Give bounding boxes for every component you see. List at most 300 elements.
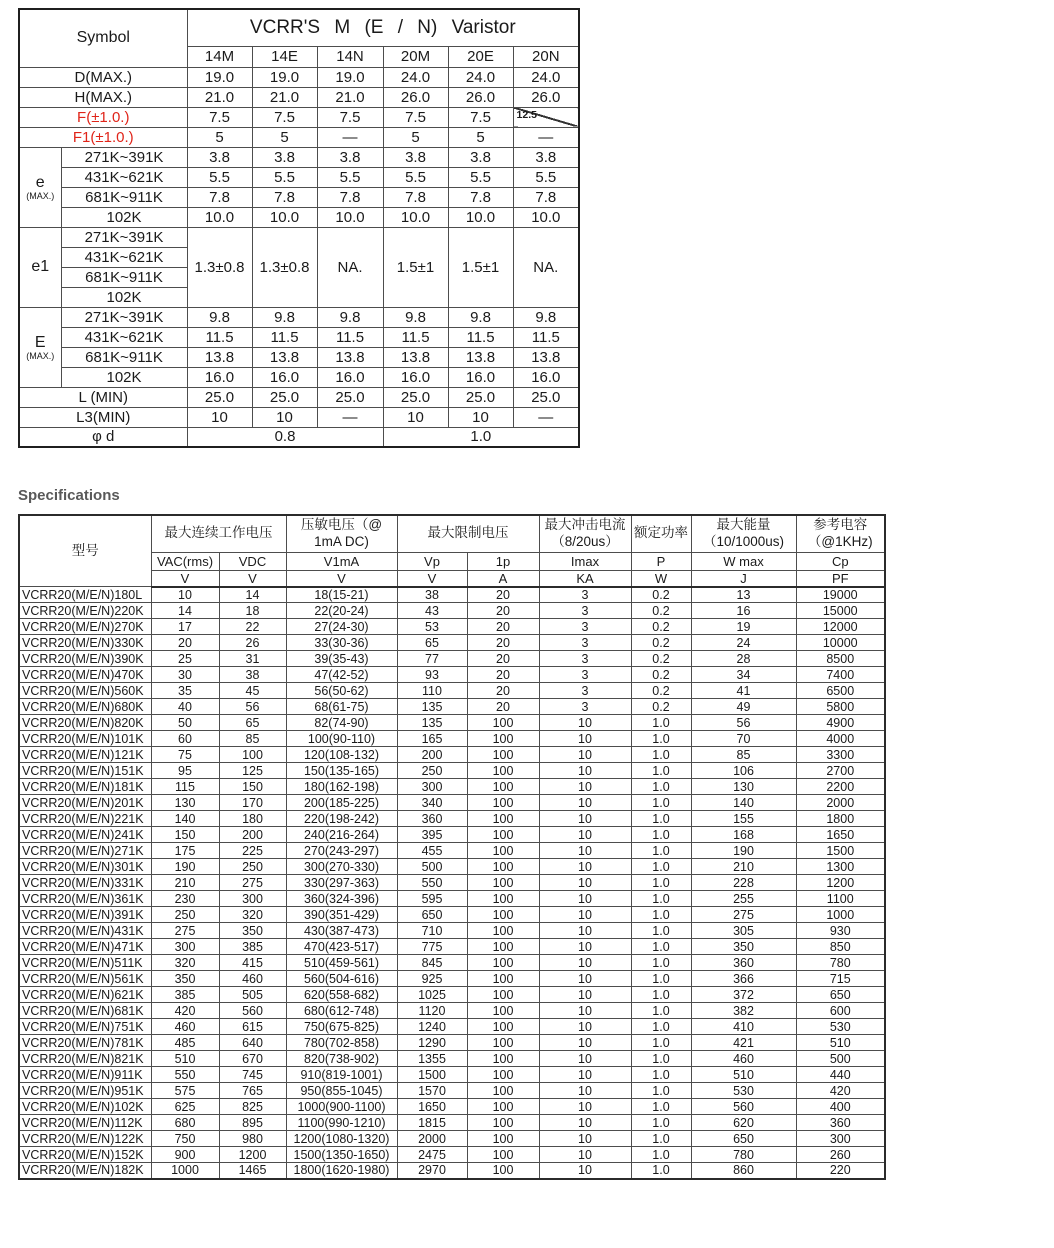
value-cell: 1.0 xyxy=(631,1147,691,1163)
dimensions-table xyxy=(18,8,580,448)
value-cell: 53 xyxy=(397,619,467,635)
value-cell: 5.5 xyxy=(317,167,383,187)
value-cell: 10 xyxy=(539,779,631,795)
sub-label: 102K xyxy=(61,207,187,227)
value-cell: 106 xyxy=(691,763,796,779)
spec-table-row xyxy=(19,715,885,731)
model-cell: VCRR20(M/E/N)681K xyxy=(19,1003,151,1019)
value-cell: 33(30-36) xyxy=(286,635,397,651)
value-cell: 140 xyxy=(691,795,796,811)
value-cell: 100 xyxy=(467,1099,539,1115)
value-cell: 13 xyxy=(691,587,796,603)
model-cell: VCRR20(M/E/N)561K xyxy=(19,971,151,987)
value-cell: 10000 xyxy=(796,635,885,651)
dim-table-row xyxy=(19,127,579,147)
value-cell: 10 xyxy=(539,715,631,731)
value-cell: 18(15-21) xyxy=(286,587,397,603)
value-cell: 22 xyxy=(219,619,286,635)
value-cell: 3 xyxy=(539,699,631,715)
value-cell: 180(162-198) xyxy=(286,779,397,795)
value-cell: 650 xyxy=(691,1131,796,1147)
value-cell: 100 xyxy=(467,763,539,779)
specifications-table-header xyxy=(19,515,885,587)
value-cell: 400 xyxy=(796,1099,885,1115)
value-cell: 15000 xyxy=(796,603,885,619)
value-cell: 7.5 xyxy=(187,107,252,127)
value-cell: 26.0 xyxy=(383,87,448,107)
value-cell: 14N xyxy=(317,46,383,67)
value-cell: 120(108-132) xyxy=(286,747,397,763)
value-cell: 130 xyxy=(151,795,219,811)
value-cell: 7400 xyxy=(796,667,885,683)
value-cell: NA. xyxy=(317,227,383,307)
value-cell: 26.0 xyxy=(448,87,513,107)
value-cell: 275 xyxy=(151,923,219,939)
value-cell: 460 xyxy=(151,1019,219,1035)
value-cell: 50 xyxy=(151,715,219,731)
value-cell: NA. xyxy=(513,227,579,307)
value-cell: 2000 xyxy=(397,1131,467,1147)
model-cell: VCRR20(M/E/N)182K xyxy=(19,1163,151,1179)
value-cell: 680(612-748) xyxy=(286,1003,397,1019)
value-cell: 100 xyxy=(467,939,539,955)
value-cell: 850 xyxy=(796,939,885,955)
spec-table-row xyxy=(19,875,885,891)
group-label: e1 xyxy=(19,227,61,307)
specifications-table-body xyxy=(19,587,885,1179)
value-cell: 11.5 xyxy=(383,327,448,347)
spec-table-row xyxy=(19,859,885,875)
value-cell: 27(24-30) xyxy=(286,619,397,635)
value-cell: 200 xyxy=(397,747,467,763)
model-cell: VCRR20(M/E/N)102K xyxy=(19,1099,151,1115)
value-cell: 16 xyxy=(691,603,796,619)
value-cell: 200(185-225) xyxy=(286,795,397,811)
value-cell: 460 xyxy=(219,971,286,987)
value-cell: 7.8 xyxy=(252,187,317,207)
value-cell: 100 xyxy=(467,795,539,811)
value-cell: 100 xyxy=(467,747,539,763)
value-cell: 3 xyxy=(539,603,631,619)
value-cell: 225 xyxy=(219,843,286,859)
value-cell: 0.2 xyxy=(631,619,691,635)
value-cell: 220(198-242) xyxy=(286,811,397,827)
value-cell: 275 xyxy=(691,907,796,923)
value-cell: 750(675-825) xyxy=(286,1019,397,1035)
value-cell: 925 xyxy=(397,971,467,987)
value-cell: 100 xyxy=(467,1067,539,1083)
value-cell: 560 xyxy=(219,1003,286,1019)
model-cell: VCRR20(M/E/N)621K xyxy=(19,987,151,1003)
value-cell: 715 xyxy=(796,971,885,987)
model-cell: VCRR20(M/E/N)470K xyxy=(19,667,151,683)
value-cell: 140 xyxy=(151,811,219,827)
model-cell: VCRR20(M/E/N)471K xyxy=(19,939,151,955)
spec-table-row xyxy=(19,923,885,939)
value-cell: 28 xyxy=(691,651,796,667)
value-cell: 100 xyxy=(467,859,539,875)
value-cell: 7.8 xyxy=(513,187,579,207)
value-cell: 3300 xyxy=(796,747,885,763)
value-cell: 1.0 xyxy=(631,795,691,811)
spec-table-row xyxy=(19,1051,885,1067)
value-cell: — xyxy=(317,407,383,427)
symbol-header: Symbol xyxy=(19,9,187,67)
spec-table-row xyxy=(19,1115,885,1131)
value-cell: 10.0 xyxy=(252,207,317,227)
value-cell: 190 xyxy=(691,843,796,859)
value-cell: 168 xyxy=(691,827,796,843)
value-cell: 620(558-682) xyxy=(286,987,397,1003)
value-cell: 560 xyxy=(691,1099,796,1115)
model-cell: VCRR20(M/E/N)241K xyxy=(19,827,151,843)
value-cell: 100(90-110) xyxy=(286,731,397,747)
value-cell: 300 xyxy=(397,779,467,795)
value-cell: 85 xyxy=(219,731,286,747)
model-cell: VCRR20(M/E/N)781K xyxy=(19,1035,151,1051)
value-cell: 5 xyxy=(448,127,513,147)
value-cell: 3 xyxy=(539,635,631,651)
value-cell: 1200 xyxy=(796,875,885,891)
value-cell: 82(74-90) xyxy=(286,715,397,731)
value-cell: 100 xyxy=(467,907,539,923)
diagonal-cell: 12.5 xyxy=(513,107,579,127)
group-label: e (MAX.) xyxy=(19,147,61,227)
value-cell: 4900 xyxy=(796,715,885,731)
dim-table-row xyxy=(19,347,579,367)
value-cell: 10 xyxy=(539,955,631,971)
dim-table-row xyxy=(19,167,579,187)
spec-table-row xyxy=(19,1147,885,1163)
value-cell: 455 xyxy=(397,843,467,859)
value-cell: 10 xyxy=(539,1147,631,1163)
value-cell: 780 xyxy=(796,955,885,971)
spec-table-row xyxy=(19,1083,885,1099)
value-cell: 510 xyxy=(796,1035,885,1051)
spec-table-row xyxy=(19,651,885,667)
value-cell: 1465 xyxy=(219,1163,286,1179)
value-cell: 420 xyxy=(151,1003,219,1019)
col-name-vdc: VDC xyxy=(219,552,286,570)
col-header-max-energy: 最大能量（10/1000us) xyxy=(691,515,796,552)
value-cell: 300 xyxy=(796,1131,885,1147)
value-cell: 930 xyxy=(796,923,885,939)
value-cell: 100 xyxy=(467,971,539,987)
value-cell: 895 xyxy=(219,1115,286,1131)
spec-table-row xyxy=(19,987,885,1003)
value-cell: 775 xyxy=(397,939,467,955)
value-cell: 10.0 xyxy=(317,207,383,227)
spec-table-row xyxy=(19,779,885,795)
value-cell: 9.8 xyxy=(187,307,252,327)
value-cell: 1.0 xyxy=(631,923,691,939)
value-cell: 150(135-165) xyxy=(286,763,397,779)
value-cell: 390(351-429) xyxy=(286,907,397,923)
value-cell: 510 xyxy=(691,1067,796,1083)
sub-label: 431K~621K xyxy=(61,167,187,187)
value-cell: 360 xyxy=(397,811,467,827)
value-cell: 10 xyxy=(539,1163,631,1179)
value-cell: 1100(990-1210) xyxy=(286,1115,397,1131)
value-cell: 1.0 xyxy=(631,1067,691,1083)
value-cell: 10 xyxy=(539,763,631,779)
spec-table-row xyxy=(19,1099,885,1115)
value-cell: 1300 xyxy=(796,859,885,875)
dim-table-row xyxy=(19,9,579,46)
value-cell: 110 xyxy=(397,683,467,699)
value-cell: 180 xyxy=(219,811,286,827)
value-cell: 25.0 xyxy=(187,387,252,407)
value-cell: 9.8 xyxy=(252,307,317,327)
value-cell: 1.0 xyxy=(631,1035,691,1051)
row-label: L (MIN) xyxy=(19,387,187,407)
value-cell: 10 xyxy=(539,891,631,907)
value-cell: 1500 xyxy=(397,1067,467,1083)
value-cell: 13.8 xyxy=(448,347,513,367)
value-cell: 13.8 xyxy=(252,347,317,367)
model-cell: VCRR20(M/E/N)391K xyxy=(19,907,151,923)
model-cell: VCRR20(M/E/N)390K xyxy=(19,651,151,667)
value-cell: 1.0 xyxy=(631,1131,691,1147)
value-cell: 40 xyxy=(151,699,219,715)
value-cell: 21.0 xyxy=(252,87,317,107)
model-cell: VCRR20(M/E/N)221K xyxy=(19,811,151,827)
value-cell: 85 xyxy=(691,747,796,763)
value-cell: 366 xyxy=(691,971,796,987)
value-cell: 30 xyxy=(151,667,219,683)
model-cell: VCRR20(M/E/N)122K xyxy=(19,1131,151,1147)
col-unit-pf: PF xyxy=(796,570,885,587)
value-cell: — xyxy=(513,127,579,147)
value-cell: 385 xyxy=(151,987,219,1003)
value-cell: 530 xyxy=(796,1019,885,1035)
value-cell: 100 xyxy=(467,731,539,747)
value-cell: 21.0 xyxy=(187,87,252,107)
value-cell: 65 xyxy=(219,715,286,731)
value-cell: 1.0 xyxy=(631,1163,691,1179)
value-cell: 210 xyxy=(691,859,796,875)
value-cell: 900 xyxy=(151,1147,219,1163)
value-cell: 0.2 xyxy=(631,683,691,699)
value-cell: 14 xyxy=(219,587,286,603)
value-cell: 24 xyxy=(691,635,796,651)
value-cell: 14 xyxy=(151,603,219,619)
spec-table-row xyxy=(19,955,885,971)
value-cell: 56 xyxy=(219,699,286,715)
value-cell: 20 xyxy=(467,603,539,619)
value-cell: 625 xyxy=(151,1099,219,1115)
value-cell: 19 xyxy=(691,619,796,635)
row-label: D(MAX.) xyxy=(19,67,187,87)
group-label: E (MAX.) xyxy=(19,307,61,387)
model-cell: VCRR20(M/E/N)201K xyxy=(19,795,151,811)
value-cell: 1800 xyxy=(796,811,885,827)
model-cell: VCRR20(M/E/N)220K xyxy=(19,603,151,619)
value-cell: 100 xyxy=(467,875,539,891)
value-cell: 7.5 xyxy=(448,107,513,127)
value-cell: 1.0 xyxy=(631,875,691,891)
col-header-varistor-voltage: 压敏电压（@ 1mA DC) xyxy=(286,515,397,552)
spec-table-row xyxy=(19,827,885,843)
spec-table-row xyxy=(19,731,885,747)
col-unit-w: W xyxy=(631,570,691,587)
value-cell: 1.3±0.8 xyxy=(252,227,317,307)
value-cell: 38 xyxy=(397,587,467,603)
value-cell: 100 xyxy=(467,1163,539,1179)
value-cell: 75 xyxy=(151,747,219,763)
spec-table-row xyxy=(19,683,885,699)
value-cell: 510 xyxy=(151,1051,219,1067)
value-cell: 4000 xyxy=(796,731,885,747)
value-cell: 550 xyxy=(397,875,467,891)
value-cell: 26 xyxy=(219,635,286,651)
value-cell: 19000 xyxy=(796,587,885,603)
dim-table-row xyxy=(19,87,579,107)
model-cell: VCRR20(M/E/N)101K xyxy=(19,731,151,747)
value-cell: 3 xyxy=(539,667,631,683)
value-cell: 505 xyxy=(219,987,286,1003)
value-cell: 410 xyxy=(691,1019,796,1035)
dim-table-row xyxy=(19,387,579,407)
value-cell: 68(61-75) xyxy=(286,699,397,715)
value-cell: 3 xyxy=(539,683,631,699)
value-cell: 11.5 xyxy=(448,327,513,347)
value-cell: 575 xyxy=(151,1083,219,1099)
value-cell: 1650 xyxy=(796,827,885,843)
dim-table-row xyxy=(19,147,579,167)
value-cell: 0.2 xyxy=(631,587,691,603)
value-cell: 3.8 xyxy=(383,147,448,167)
model-cell: VCRR20(M/E/N)821K xyxy=(19,1051,151,1067)
value-cell: 9.8 xyxy=(317,307,383,327)
spec-table-row xyxy=(19,1019,885,1035)
value-cell: 372 xyxy=(691,987,796,1003)
value-cell: 255 xyxy=(691,891,796,907)
value-cell: 19.0 xyxy=(252,67,317,87)
value-cell: 10 xyxy=(539,1067,631,1083)
value-cell: 440 xyxy=(796,1067,885,1083)
value-cell: 65 xyxy=(397,635,467,651)
value-cell: 25.0 xyxy=(513,387,579,407)
sub-label: 271K~391K xyxy=(61,307,187,327)
dim-table-row xyxy=(19,407,579,427)
value-cell: 3.8 xyxy=(317,147,383,167)
col-header-reference-capacitance: 参考电容（@1KHz) xyxy=(796,515,885,552)
value-cell: 780 xyxy=(691,1147,796,1163)
dim-table-row xyxy=(19,367,579,387)
value-cell: 70 xyxy=(691,731,796,747)
value-cell: 228 xyxy=(691,875,796,891)
value-cell: 385 xyxy=(219,939,286,955)
value-cell: 77 xyxy=(397,651,467,667)
value-cell: 650 xyxy=(397,907,467,923)
value-cell: 305 xyxy=(691,923,796,939)
value-cell: 485 xyxy=(151,1035,219,1051)
value-cell: 20N xyxy=(513,46,579,67)
value-cell: 1.0 xyxy=(631,955,691,971)
col-name-imax: Imax xyxy=(539,552,631,570)
value-cell: 100 xyxy=(467,715,539,731)
model-cell: VCRR20(M/E/N)511K xyxy=(19,955,151,971)
row-label: H(MAX.) xyxy=(19,87,187,107)
value-cell: 20 xyxy=(467,635,539,651)
value-cell: 25.0 xyxy=(383,387,448,407)
dim-table-row xyxy=(19,207,579,227)
value-cell: — xyxy=(513,407,579,427)
spec-table-row xyxy=(19,667,885,683)
sub-label: 681K~911K xyxy=(61,187,187,207)
value-cell: 1.0 xyxy=(631,747,691,763)
value-cell: 2200 xyxy=(796,779,885,795)
value-cell: 13.8 xyxy=(513,347,579,367)
value-cell: 382 xyxy=(691,1003,796,1019)
value-cell: 43 xyxy=(397,603,467,619)
value-cell: 56(50-62) xyxy=(286,683,397,699)
value-cell: 3 xyxy=(539,651,631,667)
sub-label: 271K~391K xyxy=(61,227,187,247)
model-cell: VCRR20(M/E/N)331K xyxy=(19,875,151,891)
value-cell: 980 xyxy=(219,1131,286,1147)
value-cell: 20 xyxy=(151,635,219,651)
col-unit-v3: V xyxy=(286,570,397,587)
value-cell: — xyxy=(317,127,383,147)
value-cell: 1650 xyxy=(397,1099,467,1115)
value-cell: 16.0 xyxy=(187,367,252,387)
value-cell: 10.0 xyxy=(513,207,579,227)
col-header-max-clamping-voltage: 最大限制电压 xyxy=(397,515,539,552)
value-cell: 10 xyxy=(539,827,631,843)
value-cell: 275 xyxy=(219,875,286,891)
col-header-model: 型号 xyxy=(19,515,151,587)
col-header-max-working-voltage: 最大连续工作电压 xyxy=(151,515,286,552)
model-cell: VCRR20(M/E/N)911K xyxy=(19,1067,151,1083)
spec-table-row xyxy=(19,907,885,923)
sub-label: 271K~391K xyxy=(61,147,187,167)
value-cell: 11.5 xyxy=(317,327,383,347)
value-cell: 20E xyxy=(448,46,513,67)
value-cell: 10 xyxy=(539,1003,631,1019)
model-cell: VCRR20(M/E/N)181K xyxy=(19,779,151,795)
specifications-heading: Specifications xyxy=(18,487,120,504)
value-cell: 350 xyxy=(219,923,286,939)
value-cell: 155 xyxy=(691,811,796,827)
spec-table-row xyxy=(19,763,885,779)
value-cell: 150 xyxy=(151,827,219,843)
value-cell: 10 xyxy=(539,843,631,859)
value-cell: 1000 xyxy=(151,1163,219,1179)
value-cell: 5 xyxy=(187,127,252,147)
value-cell: 710 xyxy=(397,923,467,939)
value-cell: 100 xyxy=(467,1147,539,1163)
col-name-cp: Cp xyxy=(796,552,885,570)
value-cell: 1240 xyxy=(397,1019,467,1035)
value-cell: 1.3±0.8 xyxy=(187,227,252,307)
value-cell: 60 xyxy=(151,731,219,747)
value-cell: 20 xyxy=(467,619,539,635)
value-cell: 34 xyxy=(691,667,796,683)
value-cell: 10.0 xyxy=(187,207,252,227)
value-cell: 260 xyxy=(796,1147,885,1163)
value-cell: 21.0 xyxy=(317,87,383,107)
value-cell: 7.8 xyxy=(383,187,448,207)
col-unit-v2: V xyxy=(219,570,286,587)
value-cell: 10 xyxy=(539,1051,631,1067)
value-cell: 7.8 xyxy=(317,187,383,207)
value-cell: 510(459-561) xyxy=(286,955,397,971)
value-cell: 560(504-616) xyxy=(286,971,397,987)
col-unit-j: J xyxy=(691,570,796,587)
value-cell: 100 xyxy=(467,1003,539,1019)
